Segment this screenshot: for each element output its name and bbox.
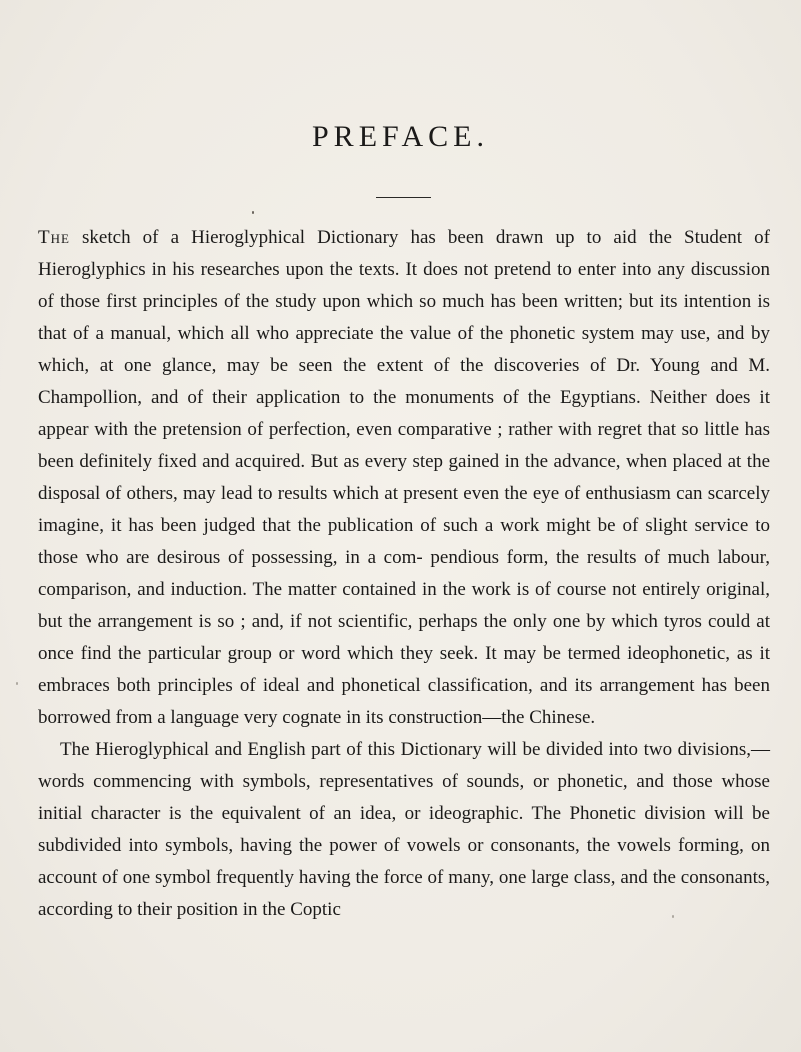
- title-rule: [376, 197, 431, 198]
- page-title: PREFACE.: [312, 120, 489, 153]
- paper-speck: [672, 915, 674, 918]
- paper-speck: [252, 211, 254, 214]
- paragraph-1: [38, 222, 770, 734]
- paragraph-1-lead: The: [38, 227, 70, 248]
- body-text: [38, 222, 770, 926]
- paper-speck: [16, 682, 18, 685]
- paragraph-1-text: sketch of a Hieroglyphical Dictionary has been drawn up to aid the Student of Hieroglyphics in his researches upon the texts. It does not pretend to enter into any discussion of those first principles of the study upon which so much has been written; but its intention is that of a manual, which all who appreciate the value of the phonetic system may use, and by which, at one glance, may be seen the extent of the discoveries of Dr. Young and M. Champollion, and of their application to the monuments of the Egyptians. Neither does it appear with the pretension of perfection, even comparative ; rather with regret that so little has been definitely fixed and acquired. But as every step gained in the advance, when placed at the disposal of others, may lead to results which at present even the eye of enthusiasm can scarcely imagine, it has been judged that the publication of such a work might be of slight service to those who are desirous of possessing, in a com- pendious form, the results of much labour, comparison, and induction. The matter contained in the work is of course not entirely original, but the arrangement is so ; and, if not scientific, perhaps the only one by which tyros could at once find the particular group or word which they seek. It may be termed ideophonetic, as it embraces both principles of ideal and phonetical classification, and its arrangement has been borrowed from a language very cognate in its construction—the Chinese.: [38, 227, 770, 728]
- paragraph-2: The Hieroglyphical and English part of this Dictionary will be divided into two divisions,—words commencing with symbols, representatives of sounds, or phonetic, and those whose initial character is the equivalent of an idea, or ideographic. The Phonetic division will be subdivided into symbols, having the power of vowels or consonants, the vowels forming, on account of one symbol frequently having the force of many, one large class, and the consonants, according to their position in the Coptic: [38, 739, 770, 920]
